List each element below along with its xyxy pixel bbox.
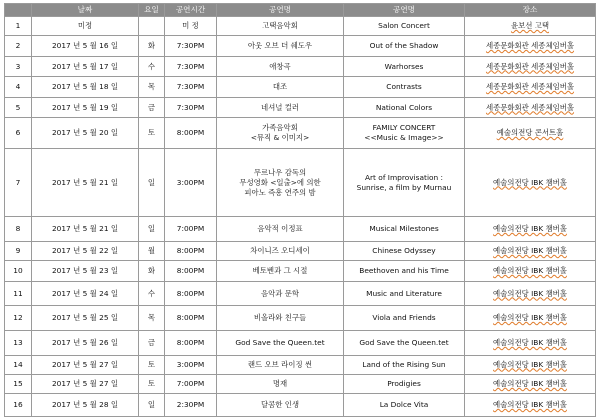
time-cell: 8:00PM: [165, 242, 217, 261]
english-title-cell: Warhorses: [344, 56, 465, 76]
day-cell: 수: [139, 56, 165, 76]
korean-title-cell: God Save the Queen.tet: [217, 330, 344, 355]
time-cell: 3:00PM: [165, 355, 217, 374]
english-title-cell: Salon Concert: [344, 17, 465, 36]
table-row: [5, 97, 596, 117]
venue-cell: [465, 118, 596, 149]
day-cell: 토: [139, 118, 165, 149]
venue-text: 예술의전당 IBK 챔버홀: [493, 400, 567, 410]
header-time: 공연시간: [165, 4, 217, 17]
header-day: 요일: [139, 4, 165, 17]
venue-text: 예술의전당 IBK 챔버홀: [493, 266, 567, 276]
date-cell: 미정: [32, 17, 139, 36]
venue-text: 세종문화회관 세종체임버홀: [485, 82, 575, 92]
time-cell: 3:00PM: [165, 148, 217, 217]
venue-cell: [465, 394, 596, 417]
venue-text: 예술의전당 IBK 챔버홀: [493, 379, 567, 389]
table-body: [5, 17, 596, 417]
venue-cell: [465, 17, 596, 36]
date-cell: 2017 년 5 월 23 일: [32, 261, 139, 281]
table-row: [5, 17, 596, 36]
day-cell: 목: [139, 306, 165, 331]
row-number-cell: 11: [5, 281, 32, 306]
table-row: [5, 118, 596, 149]
time-cell: 7:30PM: [165, 97, 217, 117]
table-row: [5, 242, 596, 261]
table-row: [5, 330, 596, 355]
venue-text: 예술의전당 IBK 챔버홀: [493, 288, 567, 298]
venue-cell: [465, 242, 596, 261]
venue-cell: [465, 148, 596, 217]
header-date: 날짜: [32, 4, 139, 17]
date-cell: 2017 년 5 월 21 일: [32, 217, 139, 242]
day-cell: 일: [139, 394, 165, 417]
time-cell: 8:00PM: [165, 118, 217, 149]
venue-cell: [465, 97, 596, 117]
date-cell: 2017 년 5 월 21 일: [32, 148, 139, 217]
day-cell: 일: [139, 217, 165, 242]
korean-title-cell: 네셔널 컬러: [217, 97, 344, 117]
venue-cell: [465, 306, 596, 331]
korean-title-cell: 아웃 오브 더 쉐도우: [217, 36, 344, 56]
korean-title-cell: 명재: [217, 374, 344, 393]
time-cell: 7:00PM: [165, 374, 217, 393]
venue-cell: [465, 56, 596, 76]
row-number-cell: 4: [5, 77, 32, 97]
time-cell: 7:30PM: [165, 77, 217, 97]
date-cell: 2017 년 5 월 17 일: [32, 56, 139, 76]
table-row: [5, 217, 596, 242]
table-row: [5, 56, 596, 76]
english-title-cell: Out of the Shadow: [344, 36, 465, 56]
english-title-cell: Chinese Odyssey: [344, 242, 465, 261]
venue-text: 예술의전당 IBK 챔버홀: [493, 177, 567, 187]
table-row: [5, 261, 596, 281]
date-cell: 2017 년 5 월 28 일: [32, 394, 139, 417]
table-row: [5, 394, 596, 417]
time-cell: 7:00PM: [165, 217, 217, 242]
day-cell: 금: [139, 97, 165, 117]
time-cell: 미 정: [165, 17, 217, 36]
date-cell: 2017 년 5 월 27 일: [32, 355, 139, 374]
venue-text: 예술의전당 IBK 챔버홀: [493, 313, 567, 323]
date-cell: 2017 년 5 월 18 일: [32, 77, 139, 97]
venue-cell: [465, 355, 596, 374]
date-cell: 2017 년 5 월 20 일: [32, 118, 139, 149]
row-number-cell: 3: [5, 56, 32, 76]
row-number-cell: 16: [5, 394, 32, 417]
venue-text: 예술의전당 IBK 챔버홀: [493, 246, 567, 256]
day-cell: 목: [139, 77, 165, 97]
header-venue: 장소: [465, 4, 596, 17]
time-cell: 7:30PM: [165, 56, 217, 76]
row-number-cell: 10: [5, 261, 32, 281]
concert-schedule-table: [4, 3, 596, 417]
day-cell: 일: [139, 148, 165, 217]
korean-title-cell: 비올라와 친구들: [217, 306, 344, 331]
venue-text: 세종문화회관 세종체임버홀: [485, 102, 575, 112]
venue-cell: [465, 374, 596, 393]
korean-title-cell: 달콤한 인생: [217, 394, 344, 417]
english-title-cell: Prodigies: [344, 374, 465, 393]
day-cell: 금: [139, 330, 165, 355]
date-cell: 2017 년 5 월 24 일: [32, 281, 139, 306]
time-cell: 2:30PM: [165, 394, 217, 417]
korean-title-cell: 고택음악회: [217, 17, 344, 36]
date-cell: 2017 년 5 월 25 일: [32, 306, 139, 331]
row-number-cell: 1: [5, 17, 32, 36]
row-number-cell: 12: [5, 306, 32, 331]
korean-title-cell: 베토벤과 그 시절: [217, 261, 344, 281]
row-number-cell: 9: [5, 242, 32, 261]
venue-text: 세종문화회관 세종체임버홀: [485, 41, 575, 51]
table-row: [5, 374, 596, 393]
english-title-cell: Musical Milestones: [344, 217, 465, 242]
korean-title-cell: 음악과 문학: [217, 281, 344, 306]
table-row: [5, 281, 596, 306]
venue-cell: [465, 330, 596, 355]
korean-title-cell: 차이니즈 오디세이: [217, 242, 344, 261]
date-cell: 2017 년 5 월 26 일: [32, 330, 139, 355]
day-cell: 월: [139, 242, 165, 261]
table-row: [5, 148, 596, 217]
english-title-cell: National Colors: [344, 97, 465, 117]
row-number-cell: 14: [5, 355, 32, 374]
row-number-cell: 5: [5, 97, 32, 117]
venue-cell: [465, 217, 596, 242]
header-no: [5, 4, 32, 17]
table-row: [5, 77, 596, 97]
venue-text: 윤보선 고택: [510, 21, 550, 31]
header-title-en: 공연명: [344, 4, 465, 17]
table-row: [5, 36, 596, 56]
english-title-cell: Music and Literature: [344, 281, 465, 306]
korean-title-cell: 가족음악회 <뮤직 & 이미지>: [217, 118, 344, 149]
venue-cell: [465, 261, 596, 281]
table-row: [5, 355, 596, 374]
row-number-cell: 8: [5, 217, 32, 242]
venue-text: 세종문화회관 세종체임버홀: [485, 61, 575, 71]
korean-title-cell: 음악적 이정표: [217, 217, 344, 242]
row-number-cell: 13: [5, 330, 32, 355]
korean-title-cell: 무르나우 감독의 무성영화 <일출>에 의한 피아노 즉흥 연주의 밤: [217, 148, 344, 217]
english-title-cell: Land of the Rising Sun: [344, 355, 465, 374]
row-number-cell: 6: [5, 118, 32, 149]
english-title-cell: Viola and Friends: [344, 306, 465, 331]
date-cell: 2017 년 5 월 27 일: [32, 374, 139, 393]
venue-cell: [465, 36, 596, 56]
venue-text: 예술의전당 IBK 챔버홀: [493, 337, 567, 347]
korean-title-cell: 랜드 오브 라이징 썬: [217, 355, 344, 374]
korean-title-cell: 대조: [217, 77, 344, 97]
venue-text: 예술의전당 IBK 챔버홀: [493, 359, 567, 369]
day-cell: 화: [139, 261, 165, 281]
day-cell: 화: [139, 36, 165, 56]
english-title-cell: Contrasts: [344, 77, 465, 97]
time-cell: 8:00PM: [165, 281, 217, 306]
time-cell: 8:00PM: [165, 261, 217, 281]
time-cell: 8:00PM: [165, 306, 217, 331]
row-number-cell: 2: [5, 36, 32, 56]
english-title-cell: La Dolce Vita: [344, 394, 465, 417]
row-number-cell: 15: [5, 374, 32, 393]
time-cell: 7:30PM: [165, 36, 217, 56]
korean-title-cell: 애창곡: [217, 56, 344, 76]
day-cell: 수: [139, 281, 165, 306]
venue-text: 예술의전당 콘서트홀: [496, 128, 564, 138]
english-title-cell: FAMILY CONCERT <<Music & Image>>: [344, 118, 465, 149]
time-cell: 8:00PM: [165, 330, 217, 355]
english-title-cell: Art of Improvisation : Sunrise, a film by Murnau: [344, 148, 465, 217]
day-cell: [139, 17, 165, 36]
venue-cell: [465, 281, 596, 306]
english-title-cell: God Save the Queen.tet: [344, 330, 465, 355]
venue-cell: [465, 77, 596, 97]
date-cell: 2017 년 5 월 22 일: [32, 242, 139, 261]
row-number-cell: 7: [5, 148, 32, 217]
day-cell: 토: [139, 374, 165, 393]
date-cell: 2017 년 5 월 16 일: [32, 36, 139, 56]
table-header-row: [5, 4, 596, 17]
table-row: [5, 306, 596, 331]
date-cell: 2017 년 5 월 19 일: [32, 97, 139, 117]
venue-text: 예술의전당 IBK 챔버홀: [493, 224, 567, 234]
english-title-cell: Beethoven and his Time: [344, 261, 465, 281]
header-title-ko: 공연명: [217, 4, 344, 17]
day-cell: 토: [139, 355, 165, 374]
